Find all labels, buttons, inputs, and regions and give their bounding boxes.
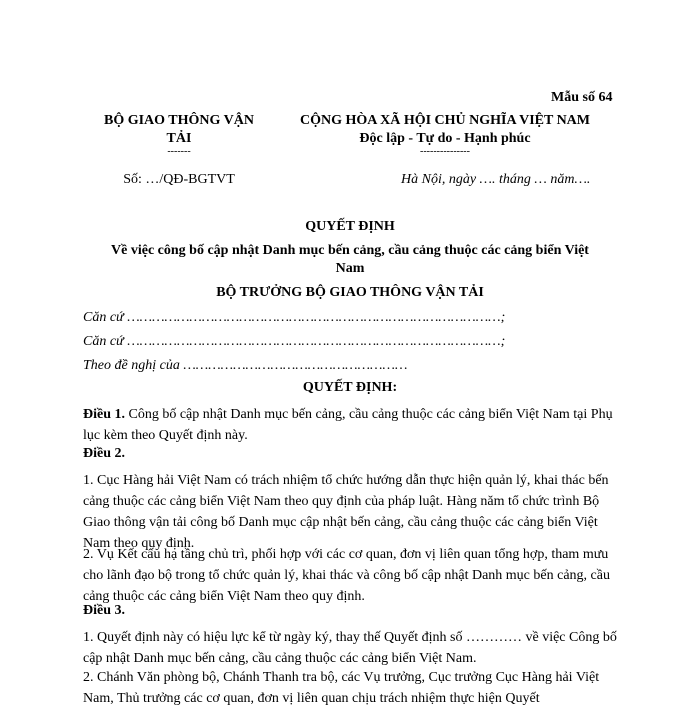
article-2-clause-2: 2. Vụ Kết cấu hạ tầng chủ trì, phối hợp với các cơ quan, đơn vị liên quan tổng hợp, tham mưu cho lãnh đạo bộ trong tổ chức quản lý, khai thác và công bố cập nhật Danh mục bến cảng, cầu cảng thuộc các cảng biển Việt Nam theo quy định.: [83, 547, 610, 604]
article-1-text: Công bố cập nhật Danh mục bến cảng, cầu cảng thuộc các cảng biển Việt Nam tại Phụ lục kèm theo Quyết định này.: [83, 407, 613, 443]
nation-name: CỘNG HÒA XÃ HỘI CHỦ NGHĨA VIỆT NAM: [299, 113, 590, 128]
proposal-basis: Theo đề nghị của ………………………………………………: [83, 358, 408, 373]
article-3-label: Điều 3.: [83, 603, 125, 618]
document-number: Số: …/QĐ-BGTVT: [123, 172, 235, 187]
agency-name-line2: TẢI: [166, 131, 192, 146]
document-subject-line2: Nam: [335, 261, 365, 276]
article-2-label: Điều 2.: [83, 446, 125, 461]
document-subject-line1: Về việc công bố cập nhật Danh mục bến cảng, cầu cảng thuộc các cảng biển Việt: [111, 243, 589, 258]
decision-heading: QUYẾT ĐỊNH:: [302, 380, 398, 395]
national-motto: Độc lập - Tự do - Hạnh phúc: [359, 131, 531, 146]
article-1-label: Điều 1.: [83, 407, 125, 422]
article-2-clause-1: 1. Cục Hàng hải Việt Nam có trách nhiệm tổ chức hướng dẫn thực hiện quản lý, khai thác bến cảng thuộc các cảng biển Việt Nam theo quy định của pháp luật. Hàng năm tổ chức trình Bộ Giao thông vận tải công bố Danh mục cập nhật bến cảng, cầu cảng thuộc các cảng biển Việt Nam theo quy định.: [83, 473, 609, 551]
article-3-clause-2: 2. Chánh Văn phòng bộ, Chánh Thanh tra bộ, các Vụ trưởng, Cục trưởng Cục Hàng hải Việt Nam, Thủ trưởng các cơ quan, đơn vị liên quan chịu trách nhiệm thực hiện Quyết: [83, 670, 600, 706]
article-1: [83, 404, 618, 446]
legal-basis-1: Căn cứ ………………………………………………………………………………;: [83, 310, 506, 325]
agency-underline: -------: [167, 146, 191, 157]
article-3-clause-1: 1. Quyết định này có hiệu lực kể từ ngày ký, thay thế Quyết định số ………… về việc Công bố cập nhật Danh mục bến cảng, cầu cảng thuộc các cảng biển Việt Nam.: [83, 630, 617, 666]
legal-basis-2: Căn cứ ………………………………………………………………………………;: [83, 334, 506, 349]
form-number: Mẫu số 64: [551, 90, 613, 105]
agency-name-line1: BỘ GIAO THÔNG VẬN: [103, 113, 254, 128]
issuing-authority: BỘ TRƯỞNG BỘ GIAO THÔNG VẬN TẢI: [216, 285, 484, 300]
motto-underline: ---------------: [420, 146, 470, 157]
document-type: QUYẾT ĐỊNH: [305, 219, 395, 234]
place-and-date: Hà Nội, ngày …. tháng … năm….: [401, 172, 591, 187]
